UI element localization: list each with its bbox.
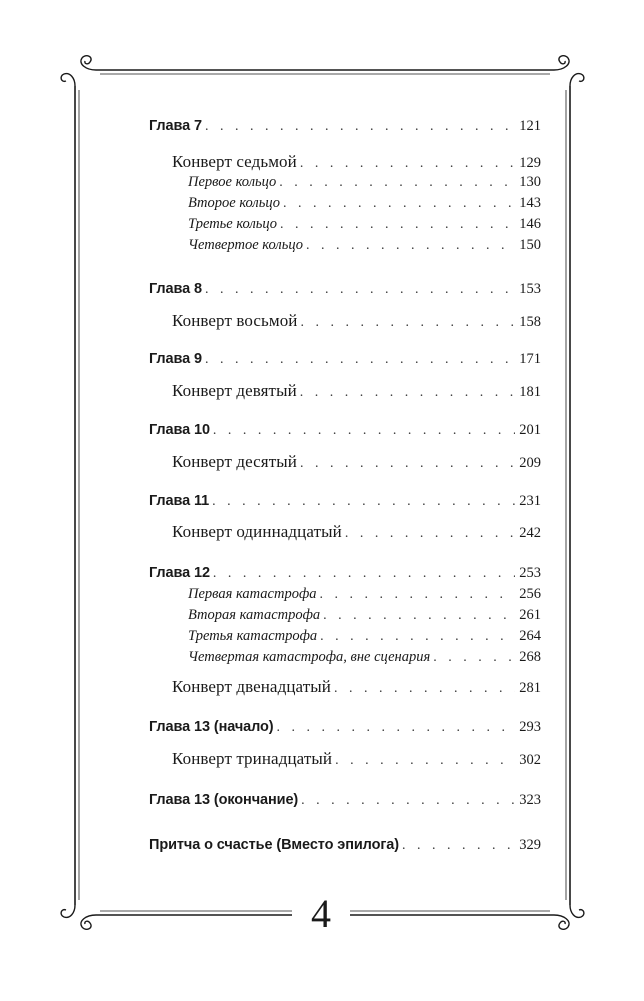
toc-entry-envelope[interactable] <box>172 152 541 174</box>
toc-entry-envelope[interactable] <box>172 749 541 771</box>
entry-page: 242 <box>519 525 541 541</box>
toc-entry-section[interactable] <box>188 628 541 650</box>
entry-page: 302 <box>519 752 541 768</box>
dot-leader <box>205 352 515 368</box>
dot-leader <box>280 217 515 233</box>
toc-entry-envelope[interactable] <box>172 522 541 544</box>
entry-title: Глава 9 <box>149 351 202 367</box>
toc-entry-chapter[interactable] <box>149 493 541 515</box>
entry-title: Первое кольцо <box>188 174 277 190</box>
entry-page: 268 <box>519 649 541 665</box>
entry-page: 323 <box>519 792 541 808</box>
dot-leader <box>433 650 515 666</box>
entry-title: Притча о счастье (Вместо эпилога) <box>149 837 399 853</box>
entry-title: Глава 13 (окончание) <box>149 792 299 808</box>
toc-entry-chapter[interactable] <box>149 351 541 373</box>
dot-leader <box>300 385 515 401</box>
toc-entry-section[interactable] <box>188 607 541 629</box>
entry-title: Глава 12 <box>149 565 210 581</box>
entry-title: Глава 8 <box>149 281 202 297</box>
dot-leader <box>301 793 515 809</box>
entry-page: 261 <box>519 607 541 623</box>
entry-page: 256 <box>519 586 541 602</box>
dot-leader <box>306 238 515 254</box>
toc-entry-chapter[interactable] <box>149 719 541 741</box>
toc-entry-section[interactable] <box>188 586 541 608</box>
dot-leader <box>205 119 515 135</box>
toc-entry-section[interactable] <box>188 216 541 238</box>
dot-leader <box>320 587 516 603</box>
entry-page: 146 <box>519 216 541 232</box>
toc-entry-envelope[interactable] <box>172 677 541 699</box>
entry-page: 231 <box>519 493 541 509</box>
toc-entry-chapter[interactable] <box>149 565 541 587</box>
toc-entry-chapter[interactable] <box>149 118 541 140</box>
entry-title: Конверт восьмой <box>172 311 298 330</box>
entry-title: Конверт тринадцатый <box>172 749 333 768</box>
entry-title: Третье кольцо <box>188 216 278 232</box>
dot-leader <box>301 315 516 331</box>
dot-leader <box>212 494 515 510</box>
entry-page: 150 <box>519 237 541 253</box>
entry-title: Четвертое кольцо <box>188 237 303 253</box>
entry-title: Вторая катастрофа <box>188 607 321 623</box>
entry-title: Конверт десятый <box>172 452 297 471</box>
dot-leader <box>345 526 515 542</box>
entry-page: 153 <box>519 281 541 297</box>
entry-page: 129 <box>519 155 541 171</box>
dot-leader <box>283 196 515 212</box>
entry-title: Четвертая катастрофа, вне сценария <box>188 649 431 665</box>
dot-leader <box>300 156 515 172</box>
entry-title: Глава 10 <box>149 422 210 438</box>
entry-title: Глава 7 <box>149 118 202 134</box>
toc-entry-section[interactable] <box>188 174 541 196</box>
entry-page: 329 <box>519 837 541 853</box>
toc-entry-envelope[interactable] <box>172 311 541 333</box>
dot-leader <box>402 838 515 854</box>
toc-entry-section[interactable] <box>188 649 541 671</box>
entry-page: 209 <box>519 455 541 471</box>
entry-title: Глава 13 (начало) <box>149 719 274 735</box>
dot-leader <box>334 681 515 697</box>
dot-leader <box>323 608 515 624</box>
entry-title: Глава 11 <box>149 493 210 509</box>
entry-page: 181 <box>519 384 541 400</box>
toc-entry-chapter[interactable] <box>149 281 541 303</box>
dot-leader <box>300 456 515 472</box>
toc-entry-section[interactable] <box>188 195 541 217</box>
toc-entry-section[interactable] <box>188 237 541 259</box>
dot-leader <box>213 566 515 582</box>
entry-title: Конверт одиннадцатый <box>172 522 342 541</box>
entry-title: Конверт девятый <box>172 381 297 400</box>
toc-entry-envelope[interactable] <box>172 452 541 474</box>
entry-page: 171 <box>519 351 541 367</box>
dot-leader <box>320 629 515 645</box>
dot-leader <box>205 282 515 298</box>
dot-leader <box>279 175 515 191</box>
entry-title: Первая катастрофа <box>188 586 317 602</box>
entry-title: Конверт седьмой <box>172 152 297 171</box>
toc-entry-envelope[interactable] <box>172 381 541 403</box>
entry-page: 130 <box>519 174 541 190</box>
entry-page: 201 <box>519 422 541 438</box>
dot-leader <box>277 720 516 736</box>
entry-page: 264 <box>519 628 541 644</box>
entry-page: 281 <box>519 680 541 696</box>
dot-leader <box>213 423 515 439</box>
toc-entry-chapter[interactable] <box>149 792 541 814</box>
entry-page: 121 <box>519 118 541 134</box>
entry-page: 293 <box>519 719 541 735</box>
dot-leader <box>335 753 515 769</box>
toc-entry-chapter[interactable] <box>149 837 541 859</box>
toc-entry-chapter[interactable] <box>149 422 541 444</box>
entry-title: Второе кольцо <box>188 195 281 211</box>
entry-title: Третья катастрофа <box>188 628 318 644</box>
entry-title: Конверт двенадцатый <box>172 677 331 696</box>
entry-page: 143 <box>519 195 541 211</box>
entry-page: 253 <box>519 565 541 581</box>
entry-page: 158 <box>519 314 541 330</box>
page-number: 4 <box>298 892 344 936</box>
